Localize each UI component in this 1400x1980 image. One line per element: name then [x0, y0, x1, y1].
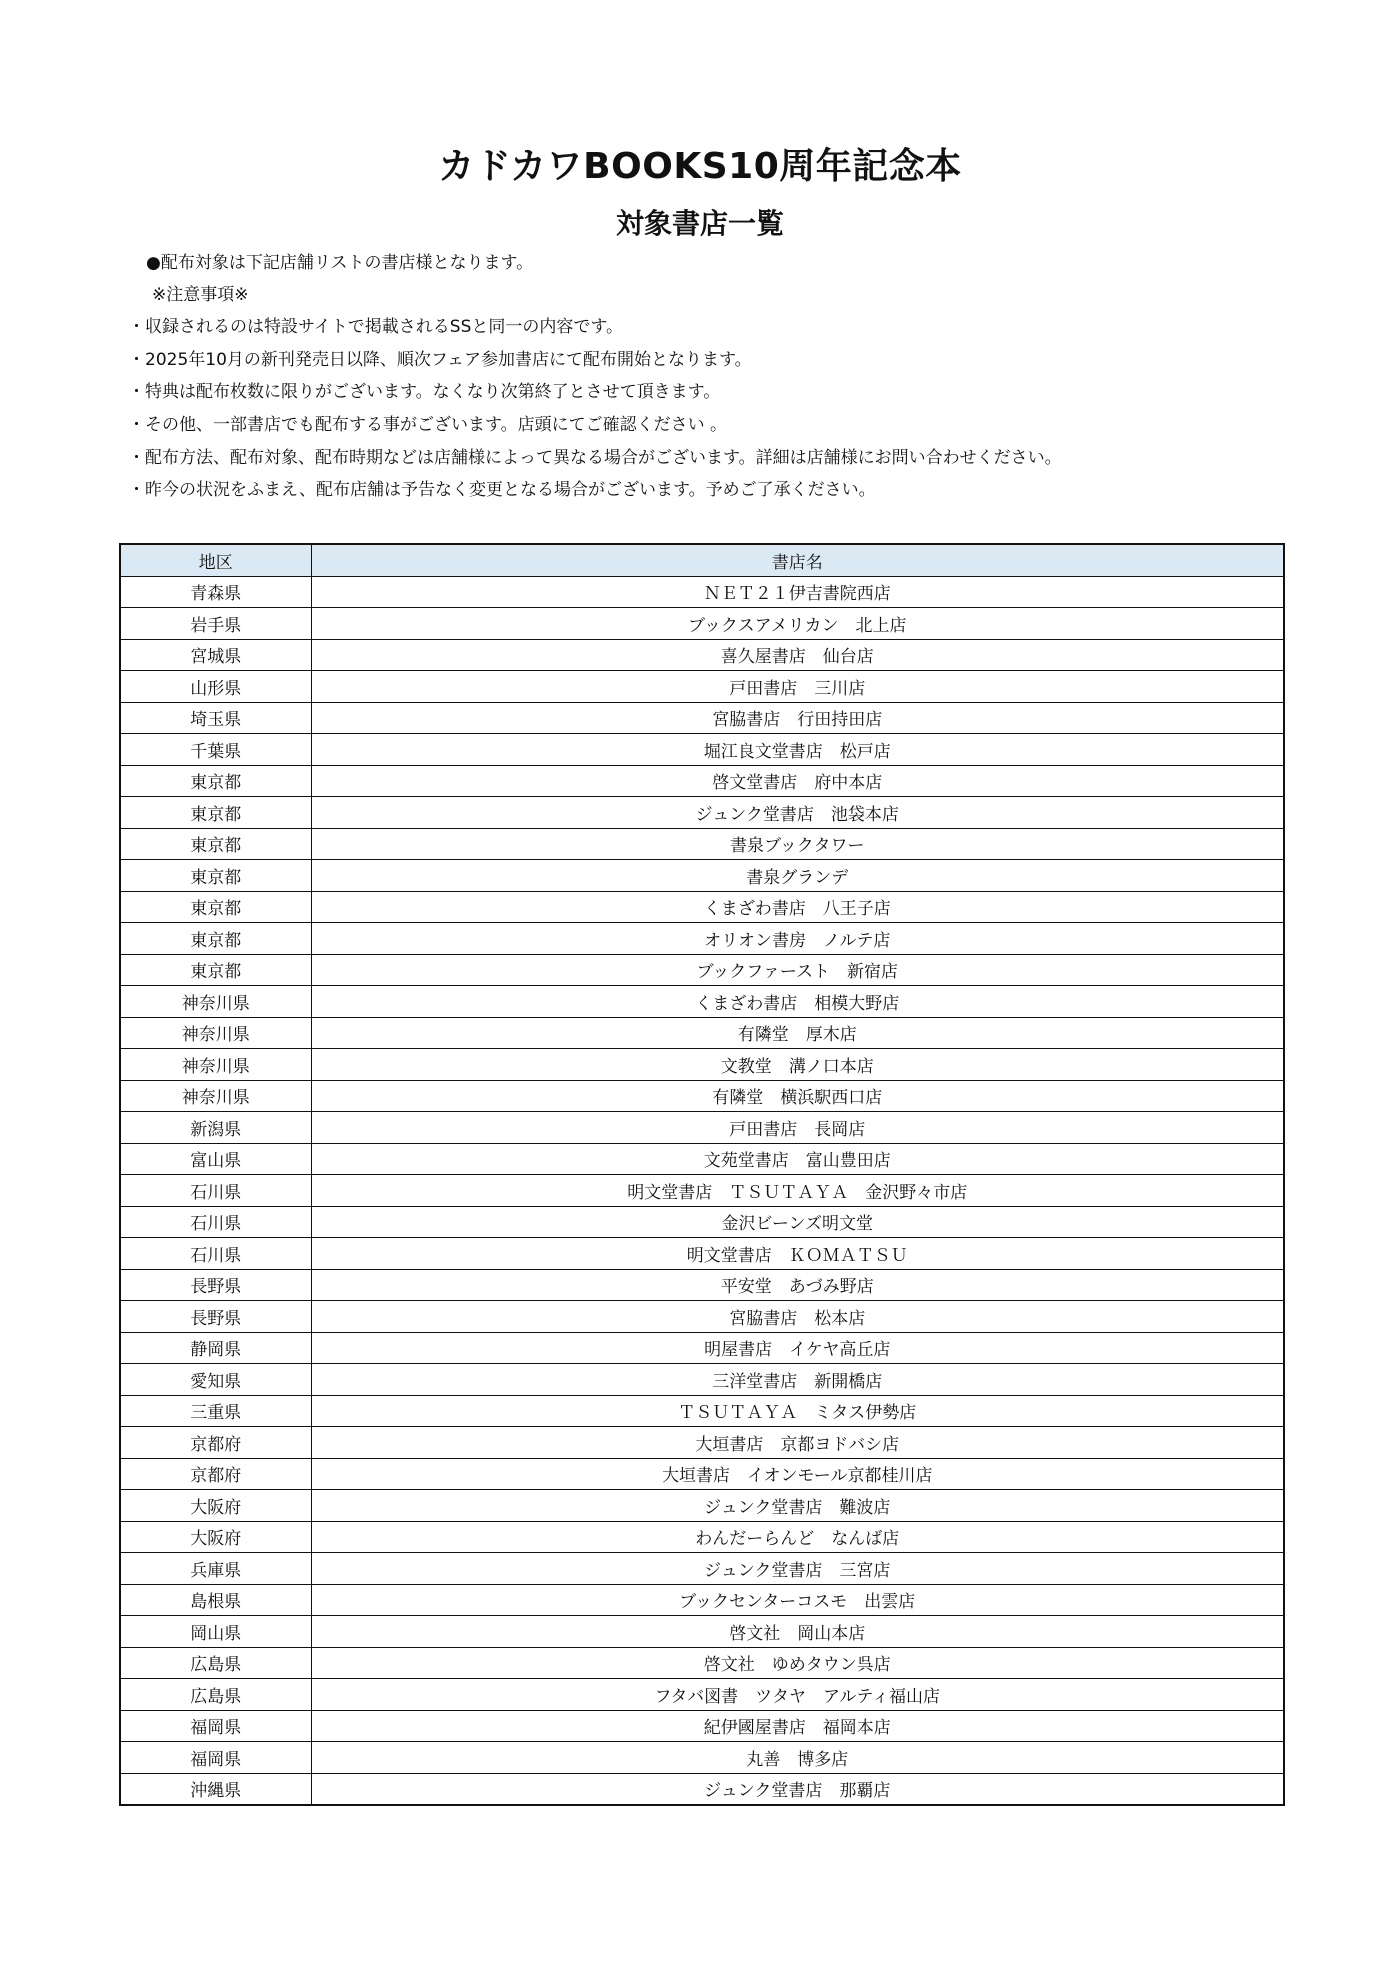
table-row	[120, 1553, 1284, 1585]
table-row	[120, 734, 1284, 766]
table-row	[120, 1206, 1284, 1238]
table-row	[120, 860, 1284, 892]
store-cell: フタバ図書 ツタヤ アルティ福山店	[311, 1679, 1284, 1711]
table-row	[120, 1679, 1284, 1711]
note-item: ・その他、一部書店でも配布する事がございます。店頭にてご確認ください 。	[128, 415, 728, 436]
store-cell: 丸善 博多店	[311, 1742, 1284, 1774]
table-row	[120, 1490, 1284, 1522]
store-cell: 大垣書店 イオンモール京都桂川店	[311, 1458, 1284, 1490]
table-row	[120, 1112, 1284, 1144]
table-row	[120, 576, 1284, 608]
store-cell: ＴＳＵＴＡＹＡ ミタス伊勢店	[311, 1395, 1284, 1427]
store-cell: 金沢ビーンズ明文堂	[311, 1206, 1284, 1238]
store-table-body	[120, 576, 1284, 1805]
store-cell: 平安堂 あづみ野店	[311, 1269, 1284, 1301]
store-cell: わんだーらんど なんば店	[311, 1521, 1284, 1553]
region-cell: 石川県	[120, 1206, 311, 1238]
store-cell: オリオン書房 ノルテ店	[311, 923, 1284, 955]
region-cell: 大阪府	[120, 1521, 311, 1553]
store-cell: 三洋堂書店 新開橋店	[311, 1364, 1284, 1396]
store-cell: 紀伊國屋書店 福岡本店	[311, 1710, 1284, 1742]
table-row	[120, 765, 1284, 797]
region-cell: 岡山県	[120, 1616, 311, 1648]
store-cell: 堀江良文堂書店 松戸店	[311, 734, 1284, 766]
table-row	[120, 1616, 1284, 1648]
region-cell: 広島県	[120, 1679, 311, 1711]
region-cell: 新潟県	[120, 1112, 311, 1144]
region-cell: 神奈川県	[120, 1049, 311, 1081]
region-cell: 東京都	[120, 923, 311, 955]
store-cell: ブックスアメリカン 北上店	[311, 608, 1284, 640]
store-cell: 喜久屋書店 仙台店	[311, 639, 1284, 671]
store-cell: 戸田書店 三川店	[311, 671, 1284, 703]
region-cell: 島根県	[120, 1584, 311, 1616]
store-cell: 有隣堂 厚木店	[311, 1017, 1284, 1049]
notes-list	[128, 316, 1062, 512]
note-item: ・特典は配布枚数に限りがございます。なくなり次第終了とさせて頂きます。	[128, 382, 721, 403]
store-cell: ジュンク堂書店 池袋本店	[311, 797, 1284, 829]
table-row	[120, 1332, 1284, 1364]
note-item: ・昨今の状況をふまえ、配布店舗は予告なく変更となる場合がございます。予めご了承ください。	[128, 480, 876, 501]
table-row	[120, 986, 1284, 1018]
region-cell: 東京都	[120, 765, 311, 797]
store-cell: 有隣堂 横浜駅西口店	[311, 1080, 1284, 1112]
note-item: ・配布方法、配布対象、配布時期などは店舗様によって異なる場合がございます。詳細は店舗様にお問い合わせください。	[128, 447, 1062, 468]
region-cell: 京都府	[120, 1427, 311, 1459]
region-cell: 埼玉県	[120, 702, 311, 734]
note-item: ・2025年10月の新刊発売日以降、順次フェア参加書店にて配布開始となります。	[128, 349, 752, 370]
store-cell: 明文堂書店 ＴＳＵＴＡＹＡ 金沢野々市店	[311, 1175, 1284, 1207]
table-row	[120, 639, 1284, 671]
store-cell: 啓文堂書店 府中本店	[311, 765, 1284, 797]
store-cell: ジュンク堂書店 三宮店	[311, 1553, 1284, 1585]
region-cell: 神奈川県	[120, 986, 311, 1018]
store-cell: 明文堂書店 ＫＯＭＡＴＳＵ	[311, 1238, 1284, 1270]
region-cell: 石川県	[120, 1175, 311, 1207]
region-column-header: 地区	[120, 544, 311, 576]
store-cell: 大垣書店 京都ヨドバシ店	[311, 1427, 1284, 1459]
region-cell: 東京都	[120, 954, 311, 986]
table-row	[120, 1301, 1284, 1333]
store-cell: 戸田書店 長岡店	[311, 1112, 1284, 1144]
table-row	[120, 1647, 1284, 1679]
table-row	[120, 1080, 1284, 1112]
region-cell: 青森県	[120, 576, 311, 608]
store-cell: ブックセンターコスモ 出雲店	[311, 1584, 1284, 1616]
table-header-row	[120, 544, 1284, 576]
table-row	[120, 1584, 1284, 1616]
region-cell: 富山県	[120, 1143, 311, 1175]
table-row	[120, 1395, 1284, 1427]
region-cell: 東京都	[120, 860, 311, 892]
store-cell: くまざわ書店 相模大野店	[311, 986, 1284, 1018]
table-row	[120, 1238, 1284, 1270]
store-cell: 啓文社 岡山本店	[311, 1616, 1284, 1648]
table-row	[120, 1710, 1284, 1742]
table-row	[120, 1175, 1284, 1207]
table-row	[120, 1017, 1284, 1049]
store-cell: 文苑堂書店 富山豊田店	[311, 1143, 1284, 1175]
region-cell: 愛知県	[120, 1364, 311, 1396]
region-cell: 広島県	[120, 1647, 311, 1679]
table-row	[120, 1364, 1284, 1396]
store-cell: 明屋書店 イケヤ高丘店	[311, 1332, 1284, 1364]
region-cell: 三重県	[120, 1395, 311, 1427]
region-cell: 東京都	[120, 797, 311, 829]
store-cell: 宮脇書店 松本店	[311, 1301, 1284, 1333]
store-cell: ジュンク堂書店 那覇店	[311, 1773, 1284, 1805]
document-title: カドカワBOOKS10周年記念本	[438, 146, 962, 187]
table-row	[120, 608, 1284, 640]
region-cell: 山形県	[120, 671, 311, 703]
table-row	[120, 1521, 1284, 1553]
region-cell: 岩手県	[120, 608, 311, 640]
region-cell: 京都府	[120, 1458, 311, 1490]
table-row	[120, 1742, 1284, 1774]
region-cell: 長野県	[120, 1269, 311, 1301]
store-cell: くまざわ書店 八王子店	[311, 891, 1284, 923]
table-row	[120, 923, 1284, 955]
region-cell: 神奈川県	[120, 1080, 311, 1112]
table-row	[120, 828, 1284, 860]
table-row	[120, 671, 1284, 703]
table-row	[120, 1773, 1284, 1805]
region-cell: 福岡県	[120, 1742, 311, 1774]
document-subtitle: 対象書店一覧	[615, 207, 784, 240]
region-cell: 東京都	[120, 828, 311, 860]
store-cell: 書泉グランデ	[311, 860, 1284, 892]
region-cell: 兵庫県	[120, 1553, 311, 1585]
store-cell: 文教堂 溝ノ口本店	[311, 1049, 1284, 1081]
store-cell: ジュンク堂書店 難波店	[311, 1490, 1284, 1522]
table-row	[120, 702, 1284, 734]
note-item: ・収録されるのは特設サイトで掲載されるSSと同一の内容です。	[128, 317, 624, 337]
table-row	[120, 1049, 1284, 1081]
region-cell: 宮城県	[120, 639, 311, 671]
distribution-notice: ●配布対象は下記店舗リストの書店様となります。	[146, 253, 534, 273]
table-row	[120, 891, 1284, 923]
caution-heading: ※注意事項※	[152, 285, 249, 305]
region-cell: 長野県	[120, 1301, 311, 1333]
table-row	[120, 1143, 1284, 1175]
store-cell: ＮＥＴ２１伊吉書院西店	[311, 576, 1284, 608]
region-cell: 福岡県	[120, 1710, 311, 1742]
store-cell: ブックファースト 新宿店	[311, 954, 1284, 986]
store-cell: 啓文社 ゆめタウン呉店	[311, 1647, 1284, 1679]
region-cell: 石川県	[120, 1238, 311, 1270]
store-table	[119, 543, 1285, 1806]
region-cell: 東京都	[120, 891, 311, 923]
region-cell: 沖縄県	[120, 1773, 311, 1805]
table-row	[120, 1269, 1284, 1301]
table-row	[120, 954, 1284, 986]
table-row	[120, 797, 1284, 829]
region-cell: 大阪府	[120, 1490, 311, 1522]
table-row	[120, 1427, 1284, 1459]
store-cell: 宮脇書店 行田持田店	[311, 702, 1284, 734]
store-cell: 書泉ブックタワー	[311, 828, 1284, 860]
region-cell: 静岡県	[120, 1332, 311, 1364]
region-cell: 千葉県	[120, 734, 311, 766]
store-column-header: 書店名	[311, 544, 1284, 576]
table-row	[120, 1458, 1284, 1490]
region-cell: 神奈川県	[120, 1017, 311, 1049]
